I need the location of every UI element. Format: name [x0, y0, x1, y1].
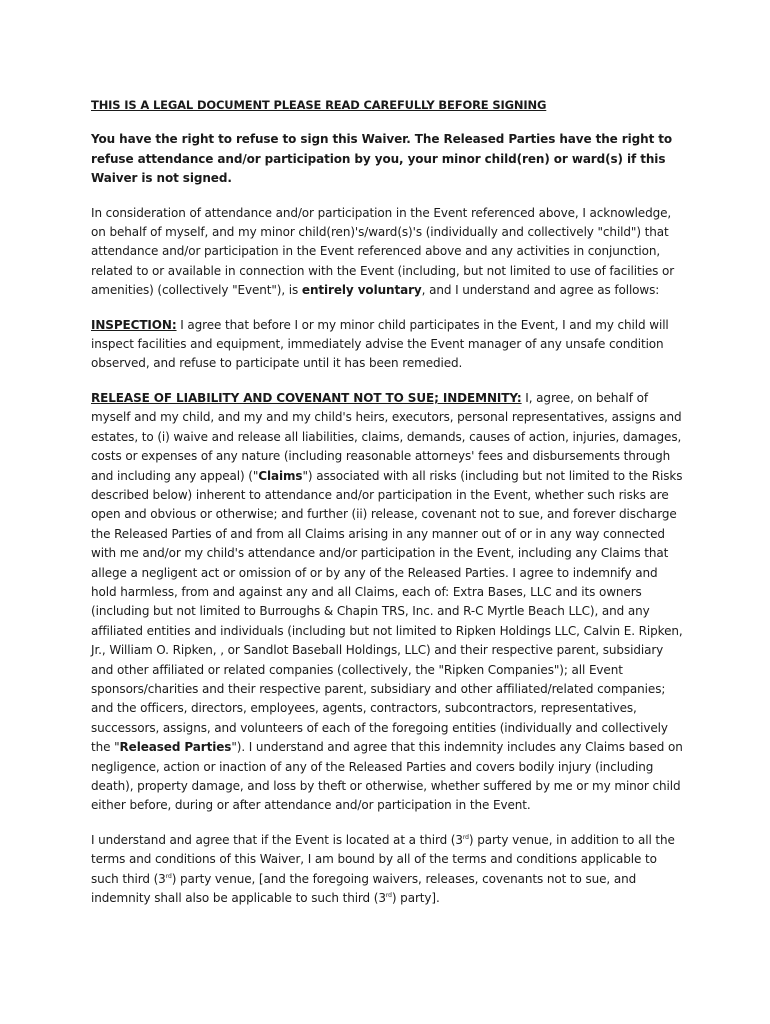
claims-defined-term: Claims	[258, 468, 303, 483]
release-heading: RELEASE OF LIABILITY AND COVENANT NOT TO SUE; INDEMNITY:	[91, 390, 522, 405]
release-text-part-3: "). I understand and agree that this indemnity includes any Claims based on negligence, action or inaction of any of the Released Parties and covers bodily injury (including death), property damage, and loss by theft or otherwise, whether suffered by me or my minor child either before, during or after attendance and/or participation in the Event.	[91, 740, 683, 813]
ordinal-superscript: rd	[165, 872, 172, 880]
third-party-paragraph	[91, 831, 683, 909]
ordinal-superscript: rd	[462, 833, 469, 841]
third-party-text-1: I understand and agree that if the Event is located at a third (3	[91, 832, 463, 847]
voluntary-emphasis: entirely voluntary	[301, 283, 422, 298]
release-paragraph	[91, 389, 683, 816]
document-page	[91, 96, 683, 923]
ordinal-superscript: rd	[385, 892, 392, 900]
released-parties-defined-term: Released Parties	[119, 740, 232, 755]
release-text-part-1: I, agree, on behalf of myself and my child, and my and my child's heirs, executors, personal representatives, assigns and estates, to (i) waive and release all liabilities, claims, demands, causes of action, injuries, damages, costs or expenses of any nature (including reasonable attorneys' fees and disbursements through and including any appeal) ("	[91, 390, 682, 483]
document-title: THIS IS A LEGAL DOCUMENT PLEASE READ CAREFULLY BEFORE SIGNING	[91, 98, 547, 112]
inspection-text: I agree that before I or my minor child participates in the Event, I and my child will inspect facilities and equipment, immediately advise the Event manager of any unsafe condition observed, and refuse to participate until it has been remedied.	[91, 317, 669, 371]
release-text-part-2: ") associated with all risks (including but not limited to the Risks described below) inherent to attendance and/or participation in the Event, whether such risks are open and obvious or otherwise; and further (ii) release, covenant not to sue, and forever discharge the Released Parties of and from all Claims arising in any manner out of or in any way connected with me and/or my child's attendance and/or participation in the Event, including any Claims that allege a negligent act or omission of or by any of the Released Parties. I agree to indemnify and hold harmless, from and against any and all Claims, each of: Extra Bases, LLC and its owners (including but not limited to Burroughs & Chapin TRS, Inc. and R-C Myrtle Beach LLC), and any affiliated entities and individuals (including but not limited to Ripken Holdings LLC, Calvin E. Ripken, Jr., William O. Ripken, , or Sandlot Baseball Holdings, LLC) and their respective parent, subsidiary and other affiliated or related companies (collectively, the "Ripken Companies"); all Event sponsors/charities and their respective parent, subsidiary and other affiliated/related companies; and the officers, directors, employees, agents, contractors, subcontractors, representatives, successors, assigns, and volunteers of each of the foregoing entities (individually and collectively the "	[91, 468, 683, 755]
inspection-heading: INSPECTION:	[91, 317, 177, 332]
third-party-text-2: ) party venue, in addition to all the terms and conditions of this Waiver, I am bound by all of the terms and conditions applicable to such third (3	[91, 832, 675, 886]
consideration-text: In consideration of attendance and/or participation in the Event referenced above, I acknowledge, on behalf of myself, and my minor child(ren)'s/ward(s)'s (individually and collectively "child") that attendance and/or participation in the Event referenced above and any activities in conjunction, related to or available in connection with the Event (including, but not limited to use of facilities or amenities) (collectively "Event"), is	[91, 205, 675, 298]
consideration-paragraph	[91, 204, 683, 301]
inspection-paragraph	[91, 316, 683, 374]
third-party-text-4: ) party].	[391, 891, 440, 906]
refusal-notice: You have the right to refuse to sign this Waiver. The Released Parties have the right to refuse attendance and/or participation by you, your minor child(ren) or ward(s) if this Waiver is not signed.	[91, 132, 673, 186]
third-party-text-3: ) party venue, [and the foregoing waivers, releases, covenants not to sue, and indemnity shall also be applicable to such third (3	[91, 871, 637, 906]
consideration-text-end: , and I understand and agree as follows:	[421, 283, 660, 298]
